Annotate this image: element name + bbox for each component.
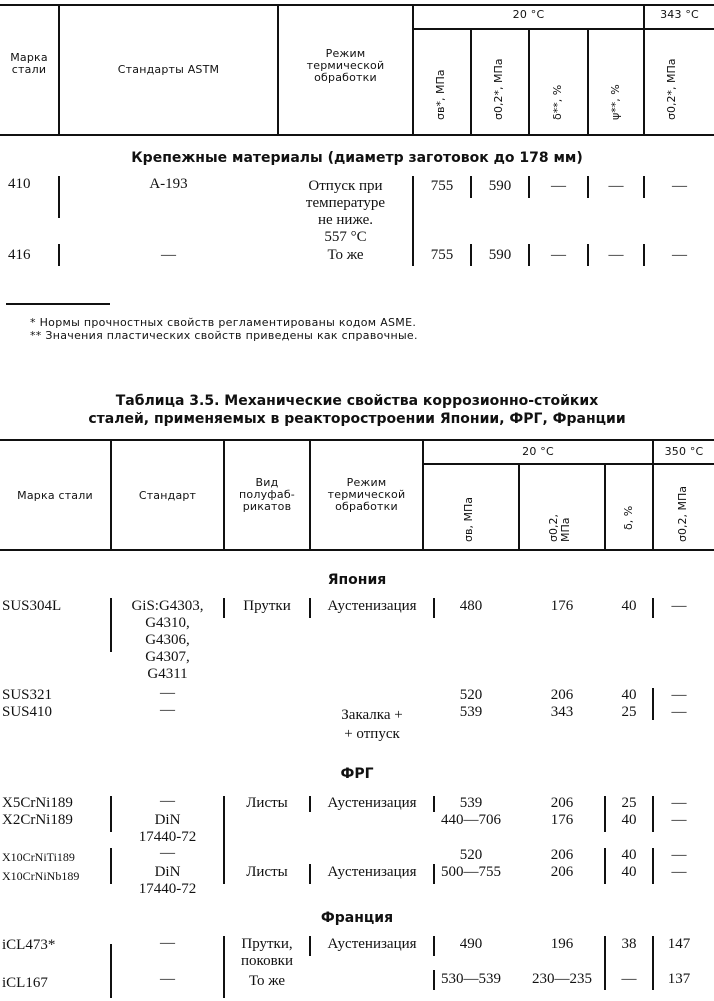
column-header-grade: Марка стали xyxy=(10,51,48,76)
column-header-sigma-02: σ0,2*, МПа xyxy=(492,58,505,120)
cell-treatment: Аустенизация xyxy=(327,795,417,811)
section-title-japan: Япония xyxy=(327,572,387,588)
cell-sigma-b: 500—755 xyxy=(441,864,501,880)
column-header-sigma-02: σ0,2, МПа xyxy=(547,514,572,542)
cell-delta: 25 xyxy=(621,704,637,720)
table-caption-line-1: Таблица 3.5. Механические свойства коррозионно-стойких xyxy=(115,393,599,409)
cell-grade: X5CrNi189 xyxy=(2,795,73,811)
table2-top-rule xyxy=(0,439,714,441)
column-header-temp-350: 350 °C xyxy=(664,445,704,458)
cell-sigma-02: 206 xyxy=(550,847,574,863)
cell-treatment: Аустенизация xyxy=(327,936,417,952)
column-header-sigma-02-hot: σ0,2, МПа xyxy=(676,486,689,542)
column-header-delta: δ**, % xyxy=(551,84,564,120)
table2-vline xyxy=(604,463,606,549)
cell-delta: 38 xyxy=(621,936,637,952)
column-header-psi: ψ**, % xyxy=(609,84,622,120)
cell-grade: 416 xyxy=(8,247,31,263)
cell-sigma-02: 206 xyxy=(550,687,574,703)
cell-grade: 410 xyxy=(8,176,31,192)
table1-vline xyxy=(528,28,530,134)
column-header-standard: Стандарт xyxy=(138,489,197,502)
cell-standard: — xyxy=(160,702,175,718)
cell-sigma-02: 590 xyxy=(488,247,512,263)
column-header-sigma-b: σв*, МПа xyxy=(434,69,447,120)
cell-product: Листы xyxy=(246,864,288,880)
cell-delta: 25 xyxy=(621,795,637,811)
cell-standard: — xyxy=(160,935,175,951)
column-header-treatment: Режим термической обработки xyxy=(306,47,385,84)
table1-vline xyxy=(412,4,414,134)
column-header-product: Вид полуфаб- рикатов xyxy=(239,476,295,513)
table1-vline xyxy=(587,28,589,134)
cell-sigma-02: 206 xyxy=(550,864,574,880)
cell-grade: iCL473* xyxy=(2,937,56,953)
table1-header-rule xyxy=(0,134,714,136)
cell-sigma-02-hot: — xyxy=(672,178,687,194)
cell-sigma-02-hot: — xyxy=(671,864,687,880)
section-title-fasteners: Крепежные материалы (диаметр заготовок до 178 мм) xyxy=(131,150,583,166)
section-title-frg: ФРГ xyxy=(340,766,374,782)
table2-vline xyxy=(518,463,520,549)
cell-sigma-b: 480 xyxy=(459,598,483,614)
column-header-standard: Стандарты ASTM xyxy=(117,63,220,76)
cell-standard: A-193 xyxy=(149,176,188,192)
cell-grade: SUS304L xyxy=(2,598,62,614)
cell-sigma-02-hot: — xyxy=(671,847,687,863)
cell-grade: X10CrNiTi189 xyxy=(2,850,75,864)
cell-standard: — xyxy=(160,971,175,987)
cell-psi: — xyxy=(608,178,624,194)
table1-top-rule xyxy=(0,4,714,6)
column-header-delta: δ, % xyxy=(622,505,635,530)
cell-sigma-b: 440—706 xyxy=(441,812,501,828)
cell-sigma-b: 539 xyxy=(459,704,483,720)
cell-grade: X10CrNiNb189 xyxy=(2,869,80,883)
cell-delta: — xyxy=(551,178,566,194)
cell-treatment: Закалка + + отпуск xyxy=(341,707,403,742)
table2-header-rule xyxy=(0,549,714,551)
cell-treatment: Аустенизация xyxy=(327,864,417,880)
cell-sigma-b: 755 xyxy=(430,247,454,263)
cell-sigma-b: 520 xyxy=(459,687,483,703)
cell-sigma-02: 176 xyxy=(550,812,574,828)
cell-sigma-02-hot: — xyxy=(671,687,687,703)
cell-product: То же xyxy=(248,973,286,989)
cell-grade: X2CrNi189 xyxy=(2,812,73,828)
cell-treatment: То же xyxy=(327,247,364,263)
cell-sigma-b: 530—539 xyxy=(441,971,501,987)
cell-standard: — xyxy=(160,845,175,861)
cell-product: Листы xyxy=(246,795,288,811)
cell-sigma-02-hot: — xyxy=(671,704,687,720)
cell-treatment: Отпуск при температуре не ниже. 557 °C xyxy=(305,178,386,245)
cell-standard: GiS:G4303, G4310, G4306, G4307, G4311 xyxy=(131,598,204,682)
column-header-temp-20: 20 °C xyxy=(522,445,554,458)
cell-standard: — xyxy=(160,793,175,809)
cell-sigma-02-hot: — xyxy=(671,795,687,811)
cell-sigma-b: 755 xyxy=(430,178,454,194)
cell-sigma-02-hot: — xyxy=(672,247,687,263)
cell-grade: SUS321 xyxy=(2,687,53,703)
cell-standard: — xyxy=(160,685,175,701)
cell-delta: — xyxy=(621,971,637,987)
section-title-france: Франция xyxy=(320,910,394,926)
column-header-temp-20: 20 °C xyxy=(512,8,545,21)
cell-sigma-02-hot: 147 xyxy=(667,936,691,952)
table1-vline xyxy=(470,28,472,134)
cell-standard: DiN 17440-72 xyxy=(138,812,197,845)
column-header-sigma-02-hot: σ0,2*, МПа xyxy=(665,58,678,120)
cell-sigma-b: 520 xyxy=(459,847,483,863)
cell-sigma-02: 230—235 xyxy=(532,971,592,987)
cell-delta: 40 xyxy=(621,687,637,703)
cell-delta: — xyxy=(551,247,566,263)
cell-sigma-02: 176 xyxy=(550,598,574,614)
cell-sigma-02-hot: — xyxy=(671,812,687,828)
footnote-rule xyxy=(6,303,110,305)
table2-temp-rule xyxy=(422,463,714,465)
cell-delta: 40 xyxy=(621,812,637,828)
cell-sigma-02: 590 xyxy=(488,178,512,194)
table-caption-line-2: сталей, применяемых в реакторостроении Японии, ФРГ, Франции xyxy=(88,411,626,427)
table1-temp-rule xyxy=(412,28,714,30)
cell-sigma-02-hot: — xyxy=(671,598,687,614)
cell-delta: 40 xyxy=(621,598,637,614)
cell-sigma-02: 206 xyxy=(550,795,574,811)
cell-sigma-02: 196 xyxy=(550,936,574,952)
cell-sigma-b: 539 xyxy=(459,795,483,811)
cell-grade: SUS410 xyxy=(2,704,53,720)
footnote-1: * Нормы прочностных свойств регламентированы кодом ASME. xyxy=(30,316,417,329)
cell-standard: DiN 17440-72 xyxy=(138,864,197,897)
cell-delta: 40 xyxy=(621,864,637,880)
cell-psi: — xyxy=(608,247,624,263)
cell-product: Прутки xyxy=(243,598,291,614)
column-header-temp-343: 343 °C xyxy=(660,8,699,21)
cell-sigma-b: 490 xyxy=(459,936,483,952)
column-header-grade: Марка стали xyxy=(17,489,93,502)
cell-sigma-02: 343 xyxy=(550,704,574,720)
column-header-treatment: Режим термической обработки xyxy=(327,476,406,513)
cell-grade: iCL167 xyxy=(2,975,48,991)
cell-treatment: Аустенизация xyxy=(327,598,417,614)
cell-delta: 40 xyxy=(621,847,637,863)
cell-product: Прутки, поковки xyxy=(241,936,293,969)
cell-standard: — xyxy=(161,247,176,263)
column-header-sigma-b: σв, МПа xyxy=(462,497,475,542)
cell-sigma-02-hot: 137 xyxy=(667,971,691,987)
footnote-2: ** Значения пластических свойств приведены как справочные. xyxy=(30,329,418,342)
table1-vline xyxy=(643,4,645,134)
